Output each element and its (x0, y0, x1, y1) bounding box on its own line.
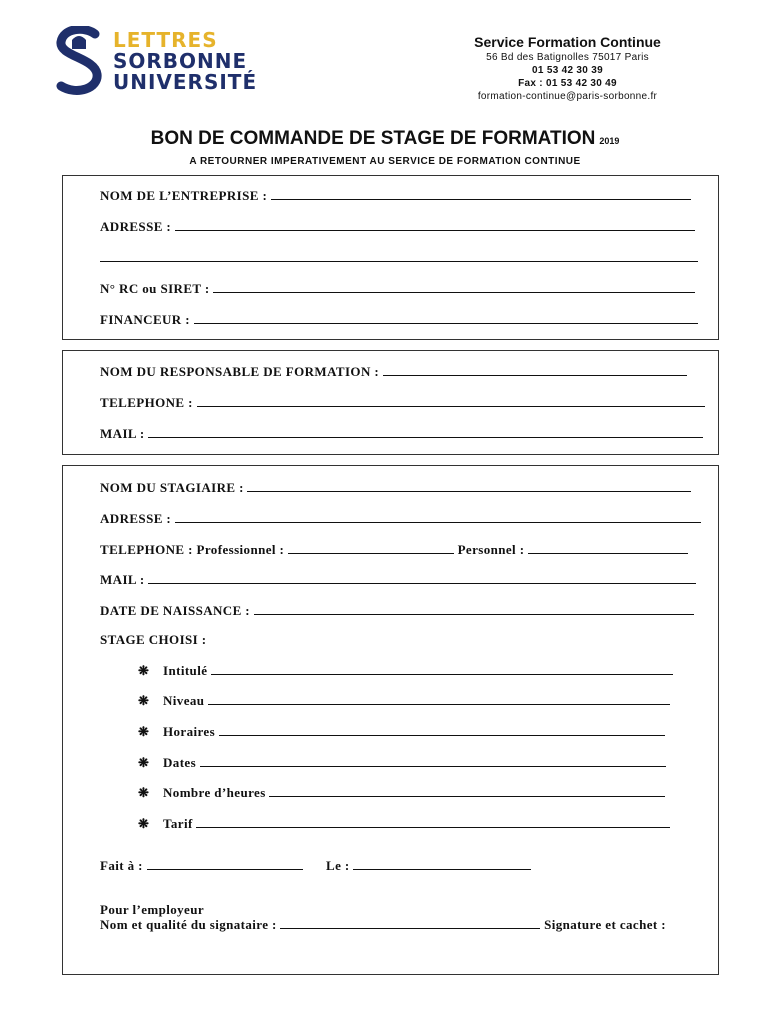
company-name-field[interactable] (100, 188, 770, 204)
course-level-line[interactable] (208, 694, 670, 705)
manager-phone-label: TELEPHONE : (100, 395, 193, 410)
place-label: Fait à : (100, 858, 143, 873)
title-text: BON DE COMMANDE DE STAGE DE FORMATION (150, 128, 596, 149)
course-item-bullet-icon: ❋ (138, 785, 149, 800)
course-item-bullet-icon: ❋ (138, 755, 149, 770)
course-item-bullet-icon: ❋ (138, 693, 149, 708)
company-address-label: ADRESSE : (100, 219, 172, 234)
logo-line-2: SORBONNE (113, 49, 248, 73)
manager-mail-label: MAIL : (100, 426, 145, 441)
document-subtitle: A RETOURNER IMPERATIVEMENT AU SERVICE DE FORMATION CONTINUE (189, 156, 581, 167)
course-item-bullet-icon: ❋ (138, 663, 149, 678)
company-name-label: NOM DE L’ENTREPRISE : (100, 188, 268, 203)
title-year: 2019 (599, 136, 620, 146)
company-address-line[interactable] (175, 220, 695, 231)
course-hours-field[interactable] (163, 724, 665, 740)
logo-line-1: LETTRES (113, 28, 218, 52)
university-logo (55, 26, 258, 96)
service-address: 56 Bd des Batignolles 75017 Paris (486, 52, 649, 63)
company-address-field-2[interactable] (100, 250, 770, 266)
manager-phone-field[interactable] (100, 395, 770, 411)
course-duration-line[interactable] (269, 786, 665, 797)
manager-name-line[interactable] (383, 365, 687, 376)
trainee-birth-field[interactable] (100, 603, 770, 619)
trainee-address-field[interactable] (100, 511, 770, 527)
trainee-name-label: NOM DU STAGIAIRE : (100, 480, 244, 495)
date-label: Le : (326, 858, 350, 873)
company-name-line[interactable] (271, 189, 691, 200)
course-item-bullet-icon: ❋ (138, 816, 149, 831)
course-hours-label: Horaires (163, 724, 216, 739)
trainee-birth-line[interactable] (254, 604, 694, 615)
trainee-name-field[interactable] (100, 480, 770, 496)
employer-label: Pour l’employeur (100, 902, 205, 917)
course-price-field[interactable] (163, 816, 670, 832)
course-duration-field[interactable] (163, 785, 665, 801)
trainee-address-line[interactable] (175, 512, 701, 523)
company-address-line-2[interactable] (100, 251, 698, 262)
place-line[interactable] (147, 859, 303, 870)
signatory-line[interactable] (280, 918, 540, 929)
signatory-field[interactable] (100, 917, 770, 933)
signature-label: Signature et cachet : (544, 917, 666, 932)
course-price-line[interactable] (196, 817, 670, 828)
logo-line-3: UNIVERSITÉ (113, 70, 258, 94)
trainee-phone-pro-label: TELEPHONE : Professionnel : (100, 542, 285, 557)
course-level-label: Niveau (163, 693, 205, 708)
course-title-line[interactable] (211, 664, 673, 675)
company-siret-line[interactable] (213, 282, 695, 293)
manager-mail-line[interactable] (148, 427, 703, 438)
course-level-field[interactable] (163, 693, 670, 709)
trainee-phone-personal-label: Personnel : (457, 542, 525, 557)
course-price-label: Tarif (163, 816, 193, 831)
manager-name-label: NOM DU RESPONSABLE DE FORMATION : (100, 364, 380, 379)
signatory-label: Nom et qualité du signataire : (100, 917, 277, 932)
service-name: Service Formation Continue (474, 34, 661, 50)
course-dates-label: Dates (163, 755, 197, 770)
trainee-phone-field[interactable] (100, 542, 770, 558)
service-fax: Fax : 01 53 42 30 49 (518, 78, 617, 89)
place-field[interactable] (100, 858, 303, 874)
course-title-label: Intitulé (163, 663, 208, 678)
trainee-mail-label: MAIL : (100, 572, 145, 587)
trainee-birth-label: DATE DE NAISSANCE : (100, 603, 251, 618)
company-siret-label: N° RC ou SIRET : (100, 281, 210, 296)
trainee-address-label: ADRESSE : (100, 511, 172, 526)
trainee-phone-personal-line[interactable] (528, 543, 688, 554)
service-email: formation-continue@paris-sorbonne.fr (477, 91, 658, 102)
course-dates-field[interactable] (163, 755, 666, 771)
course-hours-line[interactable] (219, 725, 665, 736)
course-item-bullet-icon: ❋ (138, 724, 149, 739)
service-phone: 01 53 42 30 39 (532, 65, 603, 76)
trainee-name-line[interactable] (247, 481, 691, 492)
date-line[interactable] (353, 859, 531, 870)
course-dates-line[interactable] (200, 756, 666, 767)
company-funder-label: FINANCEUR : (100, 312, 190, 327)
trainee-phone-pro-line[interactable] (288, 543, 454, 554)
company-funder-line[interactable] (194, 313, 698, 324)
company-siret-field[interactable] (100, 281, 770, 297)
company-funder-field[interactable] (100, 312, 770, 328)
course-duration-label: Nombre d’heures (163, 785, 266, 800)
contact-block (440, 34, 695, 103)
manager-phone-line[interactable] (197, 396, 705, 407)
course-title-field[interactable] (163, 663, 673, 679)
trainee-course-heading (100, 632, 770, 648)
manager-name-field[interactable] (100, 364, 770, 380)
logo-wordmark (113, 30, 257, 93)
trainee-mail-line[interactable] (148, 573, 696, 584)
document-title (0, 128, 770, 150)
manager-mail-field[interactable] (100, 426, 770, 442)
trainee-mail-field[interactable] (100, 572, 770, 588)
employer-heading (100, 902, 770, 918)
date-field[interactable] (326, 858, 531, 874)
trainee-course-label: STAGE CHOISI : (100, 632, 207, 647)
sorbonne-s-emblem-icon (55, 26, 105, 96)
company-address-field[interactable] (100, 219, 770, 235)
